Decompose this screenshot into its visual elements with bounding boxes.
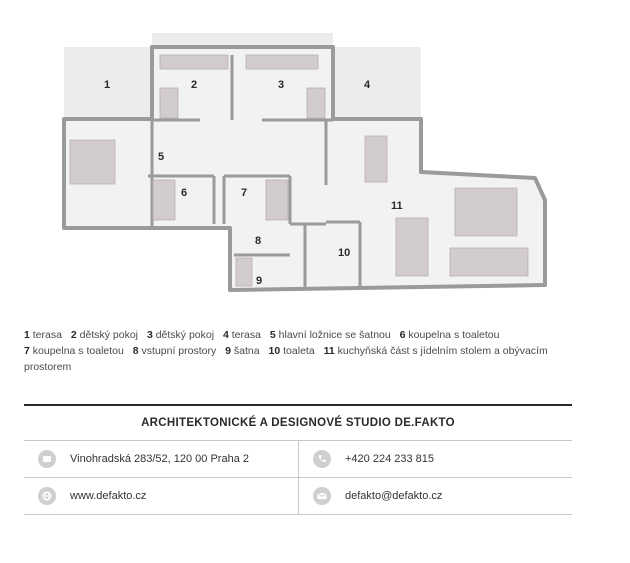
legend-number: 5 — [269, 329, 276, 341]
legend-item — [133, 345, 216, 357]
legend-item — [24, 345, 124, 357]
web-cell[interactable] — [24, 478, 299, 514]
legend-number: 9 — [225, 345, 231, 357]
legend-item — [400, 329, 500, 341]
sofa — [455, 188, 517, 236]
legend-label: toaleta — [283, 345, 315, 357]
legend-label: vstupní prostory — [141, 345, 217, 357]
room-number: 10 — [338, 247, 351, 259]
legend-label: kuchyňská část s jídelním stolem a obývacím prostorem — [24, 345, 548, 373]
phone-text[interactable]: +420 224 233 815 — [345, 453, 435, 465]
balcony-strip — [152, 33, 333, 47]
wardrobe-9 — [236, 258, 252, 286]
globe-icon — [38, 487, 56, 505]
divider — [24, 514, 572, 515]
legend-number: 8 — [132, 345, 139, 357]
email-link[interactable]: defakto@defakto.cz — [345, 490, 443, 502]
bed-room-3 — [307, 88, 325, 118]
room-number: 5 — [158, 151, 165, 163]
legend-number: 1 — [24, 329, 30, 341]
legend-label: dětský pokoj — [155, 329, 215, 341]
bed-room-2 — [160, 88, 178, 118]
legend-number: 10 — [268, 345, 281, 357]
legend-label: šatna — [233, 345, 260, 357]
room-number: 7 — [241, 187, 248, 199]
room-number: 11 — [391, 200, 403, 212]
contact-row — [24, 478, 572, 514]
room-number: 9 — [256, 275, 263, 287]
dining-table — [365, 136, 387, 182]
address-cell — [24, 441, 299, 477]
legend-item — [147, 329, 214, 341]
address-text: Vinohradská 283/52, 120 00 Praha 2 — [70, 453, 249, 465]
legend-item — [225, 345, 259, 357]
legend-label: dětský pokoj — [79, 329, 139, 341]
email-cell[interactable] — [299, 478, 572, 514]
bathtub-6 — [153, 180, 175, 220]
room-number: 6 — [181, 187, 188, 199]
legend-label: koupelna s toaletou — [32, 345, 124, 357]
legend-number: 3 — [146, 329, 153, 341]
legend-item — [71, 329, 138, 341]
wardrobe-room-2 — [160, 55, 228, 69]
web-link[interactable]: www.defakto.cz — [70, 490, 147, 502]
legend-item — [269, 345, 315, 357]
phone-icon — [313, 450, 331, 468]
bathtub-7 — [266, 180, 288, 220]
room-number: 1 — [104, 79, 111, 91]
legend-number: 11 — [323, 345, 335, 357]
legend-number: 7 — [24, 345, 30, 357]
terrace-4 — [333, 47, 421, 119]
contact-row — [24, 441, 572, 477]
legend-number: 2 — [70, 329, 77, 341]
legend-label: terasa — [32, 329, 62, 341]
legend-item — [223, 329, 261, 341]
tv-console — [450, 248, 528, 276]
phone-cell[interactable] — [299, 441, 572, 477]
room-number: 2 — [191, 79, 198, 91]
legend-label: koupelna s toaletou — [408, 329, 500, 341]
legend-label: terasa — [231, 329, 261, 341]
legend-item — [24, 329, 62, 341]
room-number: 4 — [364, 79, 371, 91]
legend-number: 4 — [223, 329, 229, 341]
studio-contact-block — [24, 404, 572, 515]
room-legend — [24, 327, 594, 375]
legend-label: hlavní ložnice se šatnou — [278, 329, 391, 341]
kitchen-island — [396, 218, 428, 276]
room-number: 3 — [278, 79, 285, 91]
legend-item — [270, 329, 391, 341]
legend-number: 6 — [399, 329, 406, 341]
map-pin-icon — [38, 450, 56, 468]
envelope-icon — [313, 487, 331, 505]
studio-title: ARCHITEKTONICKÉ A DESIGNOVÉ STUDIO DE.FAKTO — [141, 417, 455, 429]
room-number: 8 — [255, 235, 262, 247]
wardrobe-room-3 — [246, 55, 318, 69]
double-bed-master — [70, 140, 115, 184]
